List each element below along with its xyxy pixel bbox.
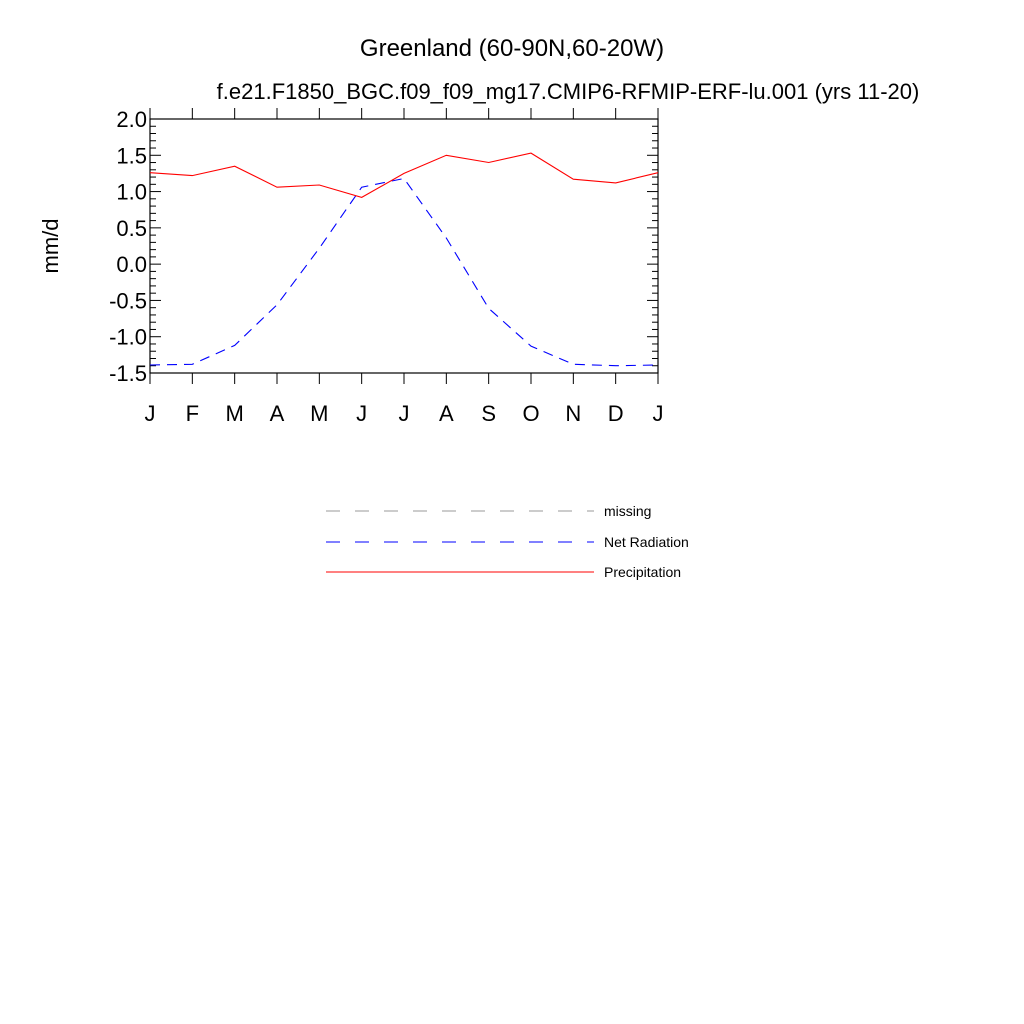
y-tick-label: 0.0 (116, 252, 147, 278)
y-tick-label: 0.5 (116, 215, 147, 241)
y-tick-label: -1.0 (109, 324, 147, 350)
legend-label: Precipitation (604, 564, 682, 580)
x-tick-label: O (522, 401, 540, 426)
legend (326, 503, 689, 580)
y-tick-label: 2.0 (116, 107, 147, 132)
x-tick-label: A (438, 401, 454, 426)
x-tick-labels (145, 401, 664, 426)
x-tick-label: J (652, 401, 664, 426)
x-tick-label: F (185, 401, 200, 426)
axis-ticks (150, 108, 658, 384)
legend-label: missing (604, 503, 652, 519)
chart-subtitle: f.e21.F1850_BGC.f09_f09_mg17.CMIP6-RFMIP-ERF-lu.001 (yrs 11-20) (216, 79, 920, 104)
chart-title: Greenland (60-90N,60-20W) (359, 35, 665, 62)
plot-frame (150, 119, 658, 373)
x-tick-label: D (607, 401, 624, 426)
x-tick-label: N (565, 401, 582, 426)
y-tick-label: -0.5 (109, 288, 147, 314)
x-tick-label: M (310, 401, 329, 426)
series-line-net-radiation (150, 179, 658, 366)
x-tick-label: M (225, 401, 244, 426)
x-tick-label: J (398, 401, 410, 426)
series-line-precipitation (150, 153, 658, 197)
y-axis-label: mm/d (38, 218, 63, 274)
y-tick-label: 1.0 (116, 179, 147, 205)
y-tick-label: 1.5 (116, 143, 147, 169)
y-tick-labels (109, 107, 147, 386)
x-tick-label: J (356, 401, 368, 426)
x-tick-label: S (481, 401, 497, 426)
legend-label: Net Radiation (604, 534, 689, 550)
y-tick-label: -1.5 (109, 361, 147, 386)
x-tick-label: J (144, 401, 156, 426)
x-tick-label: A (269, 401, 285, 426)
series-lines (150, 153, 658, 366)
